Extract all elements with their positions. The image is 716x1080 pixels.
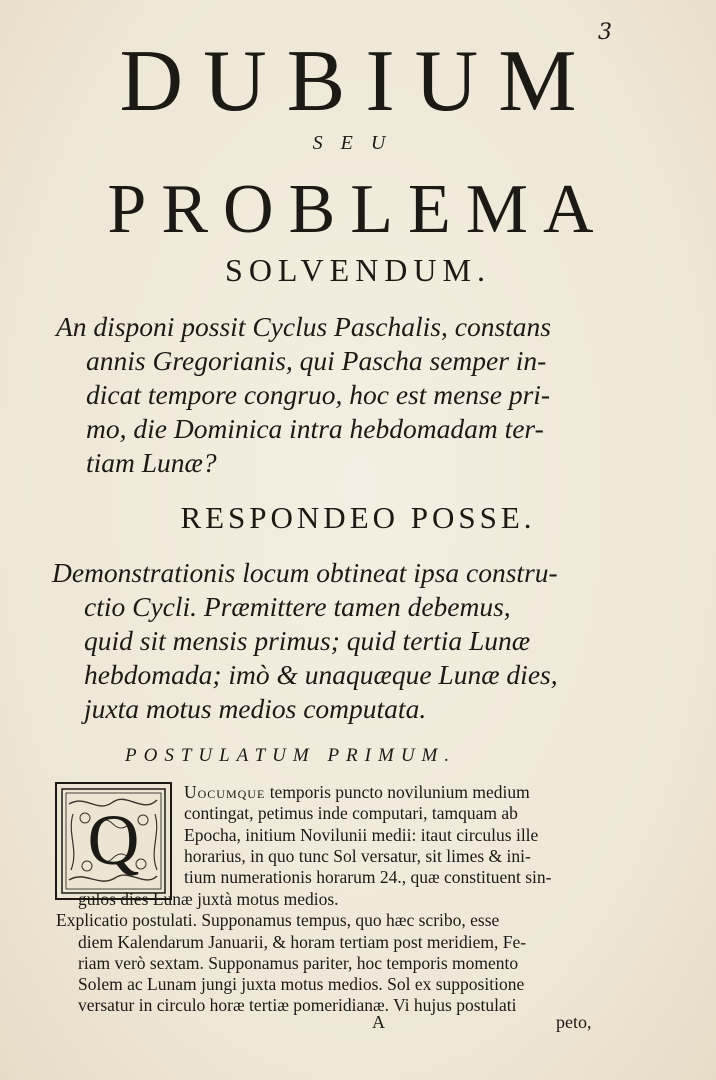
postulatum-first-word: Uocumque [184, 782, 266, 802]
demonstration-line: juxta motus medios computata. [84, 693, 427, 724]
question-line: mo, die Dominica intra hebdomadam ter- [86, 413, 544, 444]
question-line: tiam Lunæ? [86, 447, 217, 478]
question-line: dicat tempore congruo, hoc est mense pri- [86, 379, 551, 410]
demonstration-line: quid sit mensis primus; quid tertia Lunæ [84, 625, 531, 656]
postulatum-line: Epocha, initium Novilunii medii: itaut circulus ille [184, 824, 539, 845]
postulatum-line: tium numerationis horarum 24., quæ constituent sin- [184, 867, 552, 888]
title-dubium: DUBIUM [119, 33, 597, 130]
folio-number: 3 [598, 20, 612, 45]
title-solvendum: SOLVENDUM. [225, 252, 491, 288]
postulatum-text [184, 782, 551, 888]
title-problema: PROBLEMA [107, 171, 609, 248]
question-line: annis Gregorianis, qui Pascha semper in- [86, 345, 547, 376]
postulatum-line: contingat, petimus inde computari, tamquam ab [184, 803, 518, 824]
question-paragraph [56, 310, 656, 480]
catchword: peto, [556, 1012, 592, 1032]
postulatum-line: horarius, in quo tunc Sol versatur, sit limes & ini- [184, 845, 531, 866]
postulatum-first-line [184, 782, 551, 803]
question-line: An disponi possit Cyclus Paschalis, constans [56, 311, 551, 342]
demonstration-paragraph [52, 556, 662, 726]
ornament-vine-icon [57, 784, 170, 898]
explicatio-line: Explicatio postulati. Supponamus tempus, quo hæc scribo, esse [56, 910, 500, 931]
demonstration-line: Demonstrationis locum obtineat ipsa constru- [52, 557, 558, 588]
explicatio-line: riam verò sextam. Supponamus pariter, hoc temporis momento [78, 952, 519, 973]
signature-mark: A [372, 1012, 385, 1032]
postulatum-first-line-rest: temporis puncto novilunium medium [269, 782, 530, 802]
explicatio-line: versatur in circulo horæ tertiæ pomeridianæ. Vi hujus postulati [78, 995, 517, 1016]
answer-heading: RESPONDEO POSSE. [180, 500, 536, 535]
demonstration-line: hebdomada; imò & unaquæque Lunæ dies, [84, 659, 558, 690]
explicatio-line: Solem ac Lunam jungi juxta motus medios. Sol ex suppositione [78, 974, 525, 995]
postulatum-line: gulos dies Lunæ juxtà motus medios. [78, 889, 339, 909]
decorated-initial-letter [55, 782, 172, 900]
postulatum-heading: POSTULATUM PRIMUM. [125, 745, 457, 766]
explicatio-text [56, 889, 526, 1017]
demonstration-line: ctio Cycli. Præmittere tamen debemus, [84, 591, 511, 622]
initial-letter-glyph: Q [87, 800, 140, 880]
explicatio-line: diem Kalendarum Januarii, & horam tertiam post meridiem, Fe- [78, 931, 527, 952]
title-seu: SEU [312, 132, 404, 154]
